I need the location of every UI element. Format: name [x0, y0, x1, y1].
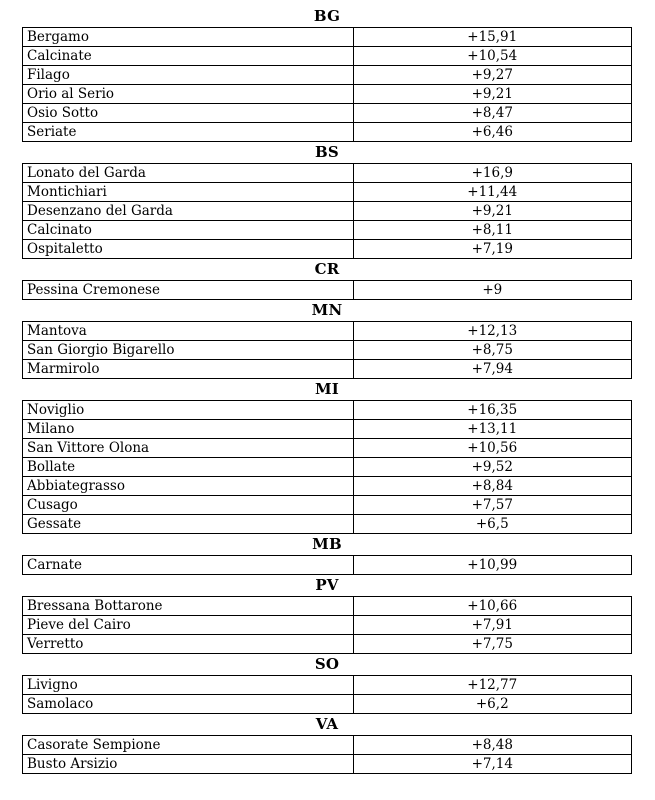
town-name-cell: Verretto [23, 635, 354, 654]
province-code-heading: SO [314, 655, 340, 673]
town-name-cell: Pessina Cremonese [23, 281, 354, 300]
table-row [23, 515, 632, 534]
value-cell: +16,35 [353, 401, 631, 420]
table-row [23, 616, 632, 635]
town-name-cell: Seriate [23, 123, 354, 142]
value-cell: +7,57 [353, 496, 631, 515]
value-cell: +9,21 [353, 85, 631, 104]
province-section [22, 655, 632, 714]
value-cell: +8,48 [353, 736, 631, 755]
town-name-cell: San Giorgio Bigarello [23, 341, 354, 360]
table-row [23, 104, 632, 123]
province-code-heading: VA [315, 715, 339, 733]
town-name-cell: Osio Sotto [23, 104, 354, 123]
province-section [22, 301, 632, 379]
value-cell: +7,75 [353, 635, 631, 654]
town-name-cell: Pieve del Cairo [23, 616, 354, 635]
value-cell: +8,75 [353, 341, 631, 360]
value-cell: +8,11 [353, 221, 631, 240]
table-row [23, 164, 632, 183]
value-cell: +10,99 [353, 556, 631, 575]
province-table-body [23, 736, 632, 774]
province-table-body [23, 556, 632, 575]
table-row [23, 736, 632, 755]
province-section [22, 143, 632, 259]
province-section [22, 380, 632, 534]
province-code-heading: CR [314, 260, 340, 278]
town-name-cell: Busto Arsizio [23, 755, 354, 774]
province-code-heading: MI [314, 380, 340, 398]
province-code-heading: PV [315, 576, 339, 594]
table-row [23, 341, 632, 360]
value-cell: +7,14 [353, 755, 631, 774]
value-cell: +9,52 [353, 458, 631, 477]
province-table-body [23, 676, 632, 714]
table-row [23, 635, 632, 654]
town-name-cell: Carnate [23, 556, 354, 575]
town-name-cell: Milano [23, 420, 354, 439]
province-table [22, 735, 632, 774]
table-row [23, 221, 632, 240]
table-row [23, 85, 632, 104]
town-name-cell: Noviglio [23, 401, 354, 420]
province-table [22, 163, 632, 259]
value-cell: +11,44 [353, 183, 631, 202]
table-row [23, 360, 632, 379]
value-cell: +8,84 [353, 477, 631, 496]
table-row [23, 281, 632, 300]
town-name-cell: Abbiategrasso [23, 477, 354, 496]
table-row [23, 477, 632, 496]
province-table [22, 321, 632, 379]
province-table [22, 596, 632, 654]
value-cell: +9,27 [353, 66, 631, 85]
value-cell: +6,46 [353, 123, 631, 142]
table-row [23, 755, 632, 774]
value-cell: +8,47 [353, 104, 631, 123]
value-cell: +15,91 [353, 28, 631, 47]
province-table-body [23, 281, 632, 300]
province-table-body [23, 401, 632, 534]
town-name-cell: Mantova [23, 322, 354, 341]
town-name-cell: Bressana Bottarone [23, 597, 354, 616]
table-row [23, 420, 632, 439]
table-row [23, 322, 632, 341]
value-cell: +10,54 [353, 47, 631, 66]
table-row [23, 123, 632, 142]
town-name-cell: San Vittore Olona [23, 439, 354, 458]
town-name-cell: Gessate [23, 515, 354, 534]
table-row [23, 401, 632, 420]
table-row [23, 66, 632, 85]
table-row [23, 439, 632, 458]
town-name-cell: Casorate Sempione [23, 736, 354, 755]
province-table [22, 280, 632, 300]
value-cell: +16,9 [353, 164, 631, 183]
value-cell: +7,91 [353, 616, 631, 635]
table-row [23, 47, 632, 66]
province-section [22, 535, 632, 575]
town-name-cell: Bollate [23, 458, 354, 477]
town-name-cell: Marmirolo [23, 360, 354, 379]
table-row [23, 496, 632, 515]
province-table [22, 675, 632, 714]
town-name-cell: Montichiari [23, 183, 354, 202]
province-code-heading: BG [313, 7, 341, 25]
town-name-cell: Orio al Serio [23, 85, 354, 104]
value-cell: +12,77 [353, 676, 631, 695]
town-name-cell: Calcinato [23, 221, 354, 240]
table-row [23, 202, 632, 221]
value-cell: +6,5 [353, 515, 631, 534]
province-table-body [23, 322, 632, 379]
province-table-body [23, 597, 632, 654]
town-name-cell: Cusago [23, 496, 354, 515]
value-cell: +9,21 [353, 202, 631, 221]
province-section [22, 7, 632, 142]
table-row [23, 556, 632, 575]
town-name-cell: Samolaco [23, 695, 354, 714]
province-table [22, 555, 632, 575]
town-name-cell: Bergamo [23, 28, 354, 47]
value-cell: +13,11 [353, 420, 631, 439]
value-cell: +10,56 [353, 439, 631, 458]
province-code-heading: MN [311, 301, 343, 319]
town-name-cell: Filago [23, 66, 354, 85]
table-row [23, 183, 632, 202]
value-cell: +7,19 [353, 240, 631, 259]
province-section [22, 715, 632, 774]
province-table [22, 400, 632, 534]
town-name-cell: Livigno [23, 676, 354, 695]
value-cell: +7,94 [353, 360, 631, 379]
value-cell: +12,13 [353, 322, 631, 341]
province-section [22, 260, 632, 300]
town-name-cell: Lonato del Garda [23, 164, 354, 183]
town-name-cell: Ospitaletto [23, 240, 354, 259]
table-row [23, 28, 632, 47]
value-cell: +10,66 [353, 597, 631, 616]
province-table [22, 27, 632, 142]
province-section [22, 576, 632, 654]
province-table-body [23, 28, 632, 142]
province-table-body [23, 164, 632, 259]
table-row [23, 695, 632, 714]
value-cell: +9 [353, 281, 631, 300]
town-name-cell: Desenzano del Garda [23, 202, 354, 221]
province-code-heading: BS [315, 143, 339, 161]
table-row [23, 597, 632, 616]
table-row [23, 458, 632, 477]
province-code-heading: MB [312, 535, 342, 553]
table-row [23, 240, 632, 259]
town-name-cell: Calcinate [23, 47, 354, 66]
table-row [23, 676, 632, 695]
value-cell: +6,2 [353, 695, 631, 714]
